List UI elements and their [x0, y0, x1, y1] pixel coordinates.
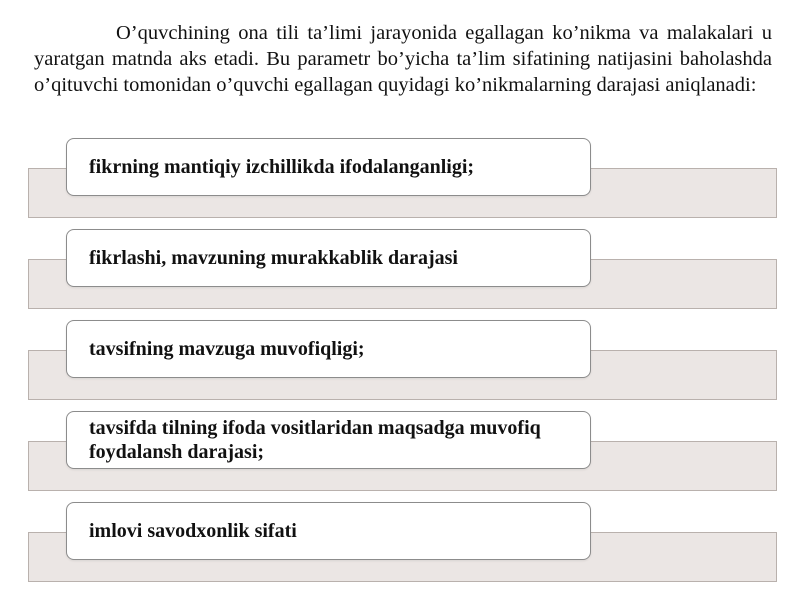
- item-card: [66, 229, 591, 287]
- item-label: tavsifning mavzuga muvofiqligi;: [89, 338, 365, 360]
- item-card: [66, 320, 591, 378]
- list-item: [0, 411, 800, 495]
- item-card: [66, 502, 591, 560]
- list-item: [0, 320, 800, 404]
- intro-paragraph: O’quvchining ona tili ta’limi jarayonida egallagan ko’nikma va malakalari u yaratgan matnda aks etadi. Bu parametr bo’yicha ta’lim sifatining natijasini baholashda o’qituvchi tomonidan o’quvchi egallagan quyidagi ko’nikmalarning darajasi aniqlanadi:: [34, 22, 772, 96]
- list-item: [0, 502, 800, 586]
- item-label: fikrning mantiqiy izchillikda ifodalanganligi;: [89, 156, 475, 178]
- list-item: [0, 229, 800, 313]
- item-label: imlovi savodxonlik sifati: [89, 520, 297, 542]
- item-card: [66, 138, 591, 196]
- item-label: tavsifda tilning ifoda vositlaridan maqsadga muvofiq foydalansh darajasi;: [89, 417, 541, 463]
- item-card: [66, 411, 591, 469]
- item-label: fikrlashi, mavzuning murakkablik darajasi: [89, 247, 458, 269]
- list-item: [0, 138, 800, 222]
